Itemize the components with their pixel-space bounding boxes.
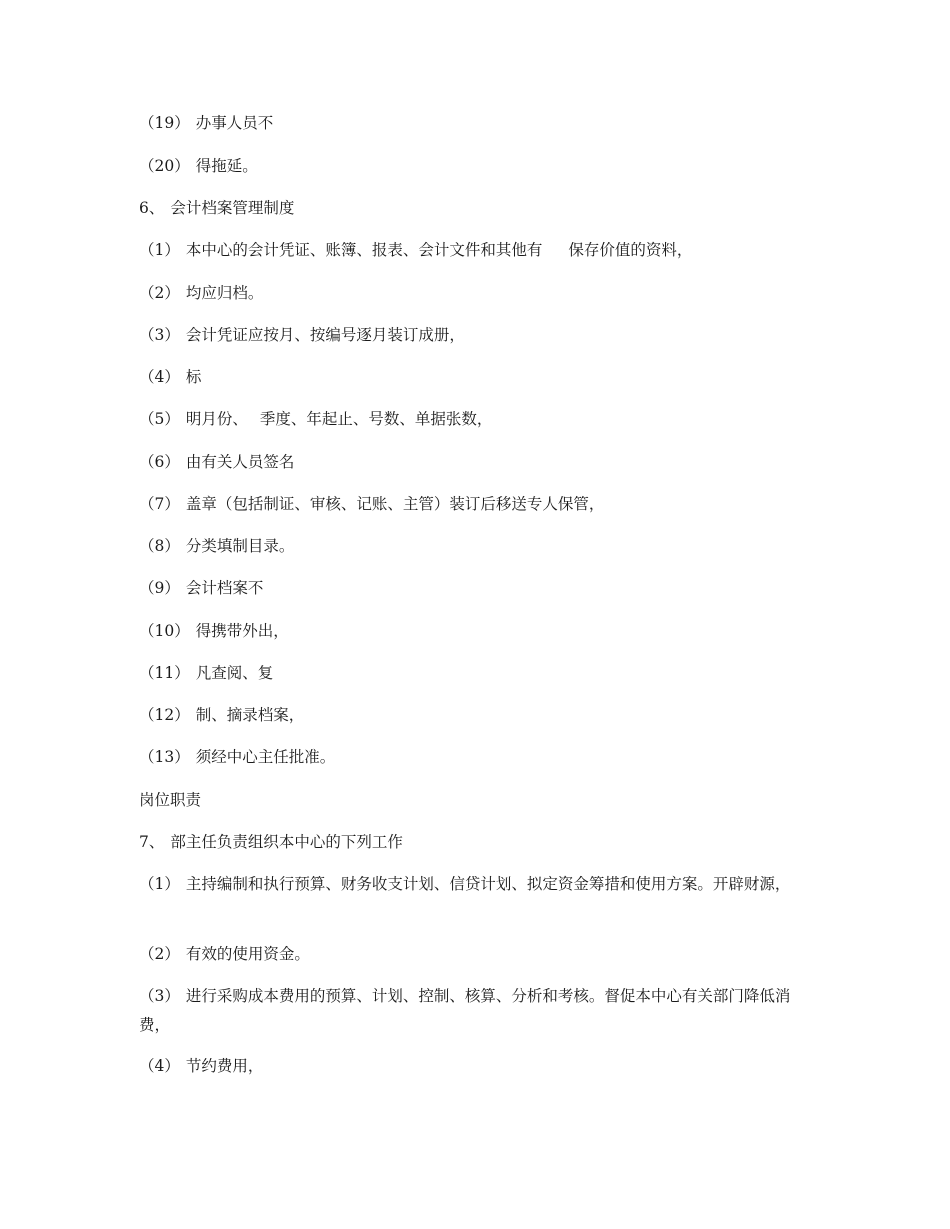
item-number: （3） [139,326,180,344]
section-heading [139,194,809,223]
item-text-continued: 季度、年起止、号数、单据张数， [259,410,493,428]
item-text: 会计凭证应按月、按编号逐月装订成册， [185,326,465,344]
item-text: 得拖延。 [195,157,258,175]
item-text: 有效的使用资金。 [185,945,310,963]
item-text: 制、摘录档案， [195,706,305,724]
list-item [139,982,809,1040]
section-title: 会计档案管理制度 [170,199,295,217]
section-number: 6、 [139,199,165,217]
item-text: 须经中心主任批准。 [195,748,336,766]
item-text: 主持编制和执行预算、财务收支计划、信贷计划、拟定资金筹措和使用方案。开辟财源， [185,875,791,893]
item-number: （8） [139,537,180,555]
list-item [139,490,809,519]
item-text: 会计档案不 [185,579,264,597]
item-number: （5） [139,410,180,428]
list-item [139,321,809,350]
item-number: （13） [139,748,190,766]
list-item [139,659,809,688]
item-number: （12） [139,706,190,724]
section-title: 岗位职责 [139,791,202,809]
list-item [139,152,809,181]
item-number: （2） [139,945,180,963]
section-heading [139,786,809,815]
item-text: 盖章（包括制证、审核、记账、主管）装订后移送专人保管， [185,495,605,513]
item-text: 凡查阅、复 [195,664,274,682]
item-text: 办事人员不 [195,114,274,132]
item-number: （4） [139,368,180,386]
list-item [139,617,809,646]
item-number: （6） [139,453,180,471]
list-item [139,405,809,434]
item-number: （11） [139,664,190,682]
list-item [139,236,809,265]
section-heading [139,828,809,857]
list-item [139,279,809,308]
list-item [139,701,809,730]
item-number: （9） [139,579,180,597]
item-number: （3） [139,987,180,1005]
item-text: 得携带外出， [195,622,289,640]
list-item [139,870,809,899]
list-item [139,1052,809,1081]
section-title: 部主任负责组织本中心的下列工作 [170,833,403,851]
item-number: （19） [139,114,190,132]
list-item [139,940,809,969]
item-text: 均应归档。 [185,284,264,302]
item-text: 标 [185,368,202,386]
item-text-continued: 保存价值的资料， [568,241,693,259]
item-number: （4） [139,1057,180,1075]
item-number: （2） [139,284,180,302]
item-text: 明月份、 [185,410,248,428]
section-number: 7、 [139,833,165,851]
list-item [139,532,809,561]
list-item [139,448,809,477]
list-item [139,743,809,772]
list-item [139,109,809,138]
item-number: （20） [139,157,190,175]
item-number: （1） [139,241,180,259]
item-text: 分类填制目录。 [185,537,295,555]
item-text: 本中心的会计凭证、账簿、报表、会计文件和其他有 [185,241,543,259]
item-text: 由有关人员签名 [185,453,295,471]
item-number: （10） [139,622,190,640]
list-item [139,363,809,392]
item-number: （7） [139,495,180,513]
item-text: 进行采购成本费用的预算、计划、控制、核算、分析和考核。督促本中心有关部门降低消费， [139,987,791,1034]
list-item [139,574,809,603]
item-text: 节约费用， [185,1057,264,1075]
item-number: （1） [139,875,180,893]
